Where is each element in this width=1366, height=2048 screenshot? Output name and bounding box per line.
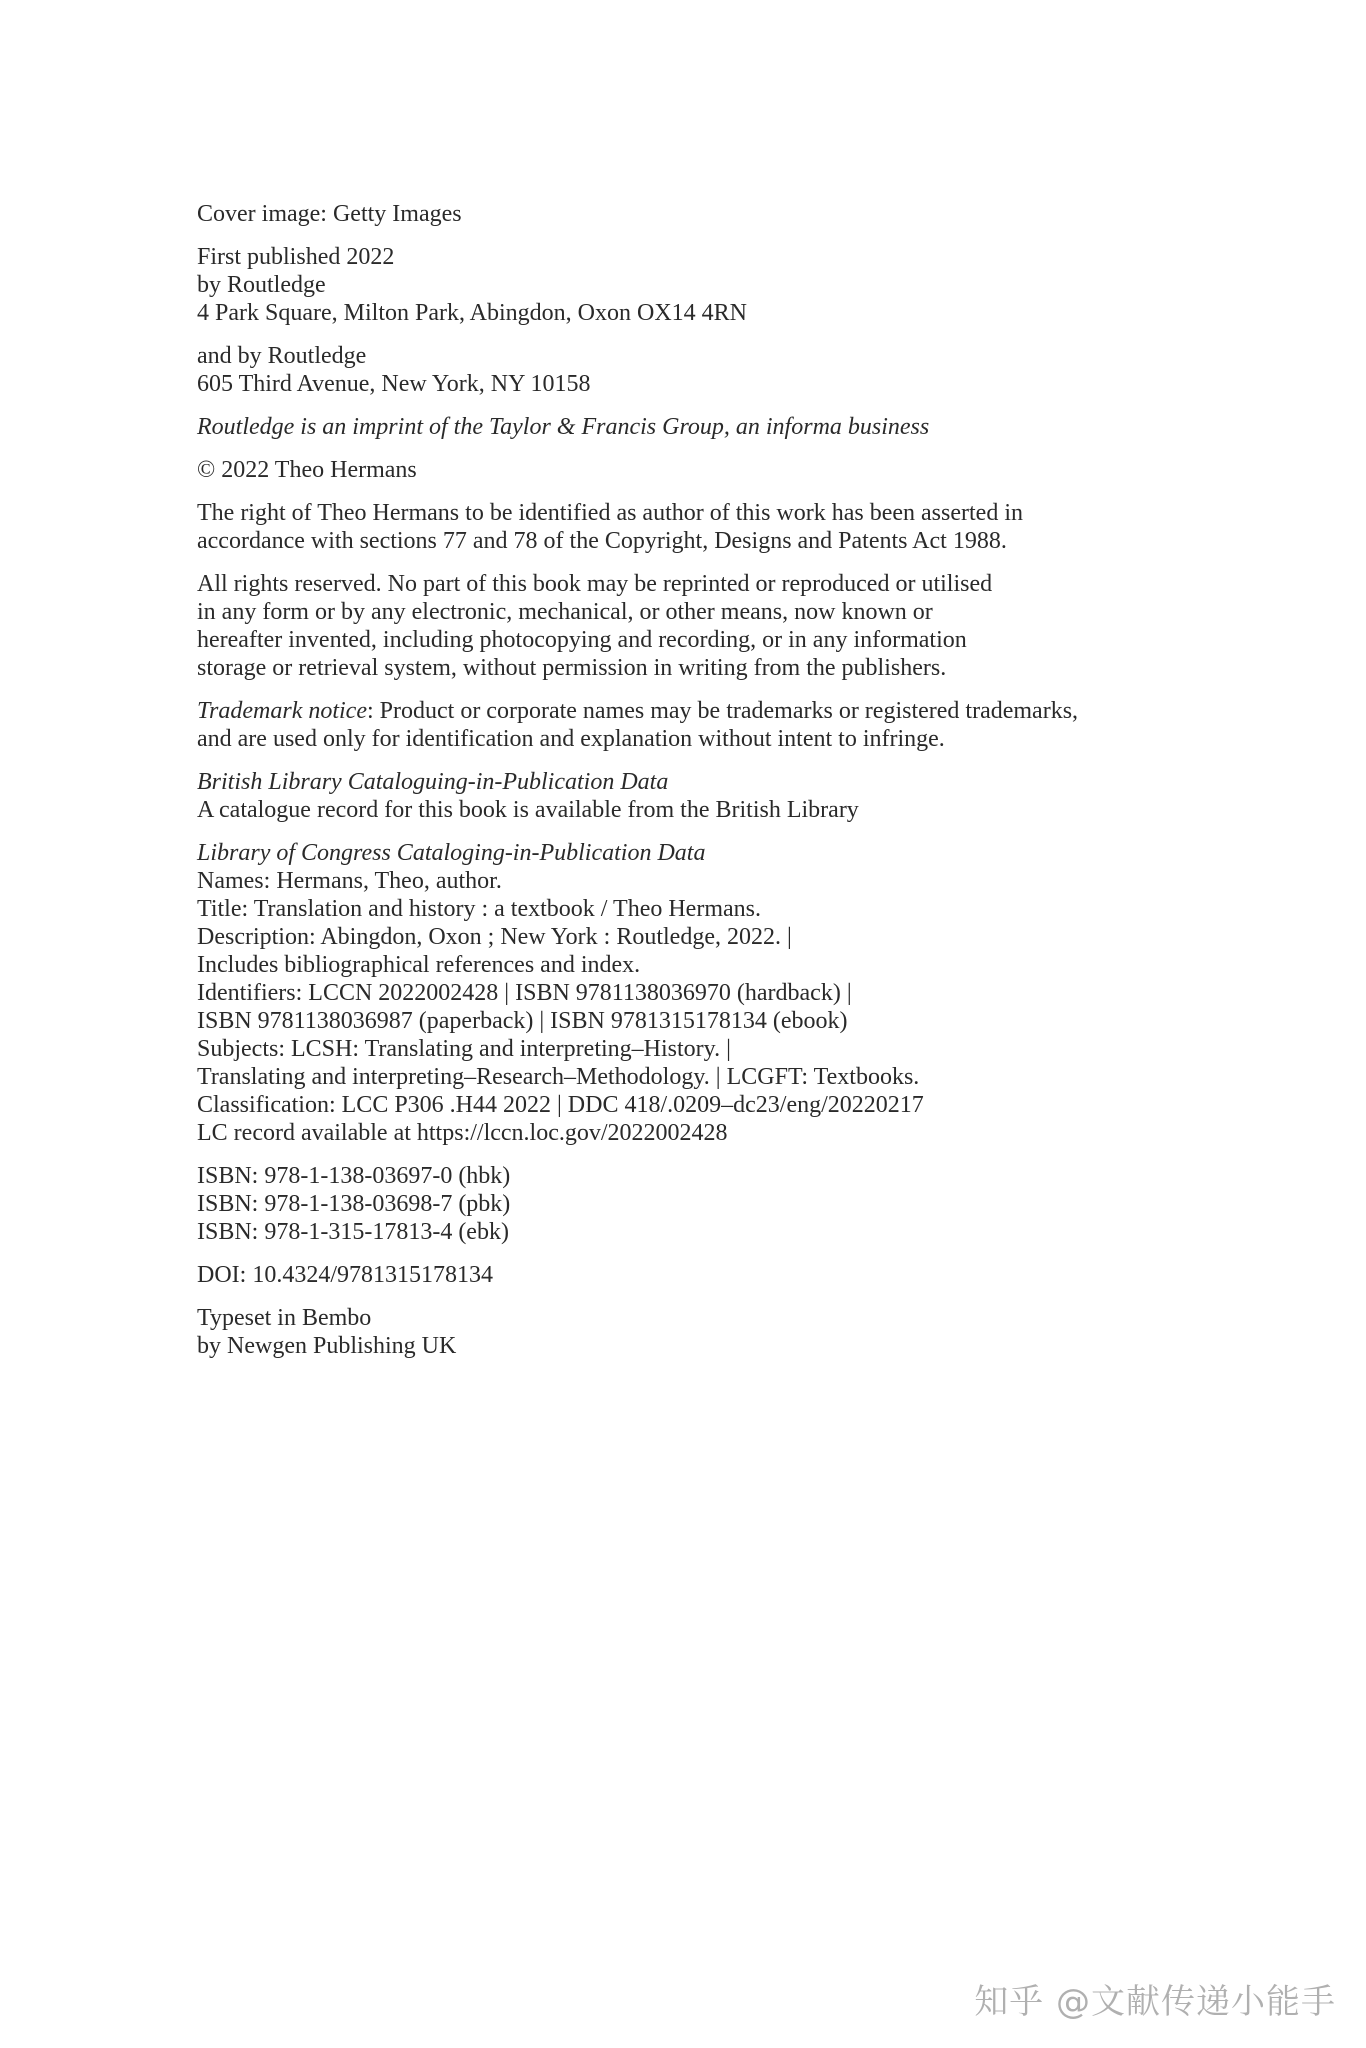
trademark-line-1 xyxy=(197,697,1197,725)
loc-names: Names: Hermans, Theo, author. xyxy=(197,868,502,894)
loc-identifiers: Identifiers: LCCN 2022002428 | ISBN 9781138036970 (hardback) | xyxy=(197,980,852,1006)
publication-info xyxy=(197,243,1197,327)
publisher-line: by Routledge xyxy=(197,272,326,298)
loc-cip-data xyxy=(197,839,1197,1147)
rights-reserved-notice xyxy=(197,570,1197,682)
cover-image-credit xyxy=(197,200,1197,228)
rights-line-1: All rights reserved. No part of this book may be reprinted or reproduced or utilised xyxy=(197,571,993,597)
typeset-info xyxy=(197,1304,1197,1360)
copyright-holder xyxy=(197,456,1197,484)
zhihu-watermark: 知乎 @文献传递小能手 xyxy=(974,1982,1336,2022)
isbn-list xyxy=(197,1162,1197,1246)
moral-right-notice xyxy=(197,499,1197,555)
british-library-record: A catalogue record for this book is available from the British Library xyxy=(197,797,859,823)
trademark-line-2: and are used only for identification and explanation without intent to infringe. xyxy=(197,726,945,752)
loc-description: Description: Abingdon, Oxon ; New York : Routledge, 2022. | xyxy=(197,924,792,950)
loc-subjects-cont: Translating and interpreting–Research–Methodology. | LCGFT: Textbooks. xyxy=(197,1064,920,1090)
loc-title: Title: Translation and history : a textbook / Theo Hermans. xyxy=(197,896,761,922)
imprint-line: Routledge is an imprint of the Taylor & Francis Group, an informa business xyxy=(197,414,930,440)
loc-subjects: Subjects: LCSH: Translating and interpreting–History. | xyxy=(197,1036,731,1062)
rights-line-3: hereafter invented, including photocopying and recording, or in any information xyxy=(197,627,967,653)
copyright-block xyxy=(197,200,1197,1375)
first-published-line: First published 2022 xyxy=(197,244,395,270)
loc-record: LC record available at https://lccn.loc.gov/2022002428 xyxy=(197,1120,728,1146)
loc-classification: Classification: LCC P306 .H44 2022 | DDC 418/.0209–dc23/eng/20220217 xyxy=(197,1092,924,1118)
trademark-text: : Product or corporate names may be trademarks or registered trademarks, xyxy=(366,698,1079,724)
copyright-line: © 2022 Theo Hermans xyxy=(197,457,417,483)
cover-image-line: Cover image: Getty Images xyxy=(197,201,462,227)
us-address-line: 605 Third Avenue, New York, NY 10158 xyxy=(197,371,591,397)
trademark-label: Trademark notice xyxy=(197,698,367,724)
uk-address-line: 4 Park Square, Milton Park, Abingdon, Oxon OX14 4RN xyxy=(197,300,747,326)
loc-heading: Library of Congress Cataloging-in-Publication Data xyxy=(197,840,706,866)
moral-right-line-1: The right of Theo Hermans to be identified as author of this work has been asserted in xyxy=(197,500,1023,526)
typeset-line-2: by Newgen Publishing UK xyxy=(197,1333,457,1359)
rights-line-4: storage or retrieval system, without permission in writing from the publishers. xyxy=(197,655,947,681)
isbn-pbk: ISBN: 978-1-138-03698-7 (pbk) xyxy=(197,1191,511,1217)
loc-description-cont: Includes bibliographical references and index. xyxy=(197,952,641,978)
us-office-info xyxy=(197,342,1197,398)
typeset-line-1: Typeset in Bembo xyxy=(197,1305,372,1331)
loc-identifiers-cont: ISBN 9781138036987 (paperback) | ISBN 9781315178134 (ebook) xyxy=(197,1008,848,1034)
british-library-data xyxy=(197,768,1197,824)
moral-right-line-2: accordance with sections 77 and 78 of the Copyright, Designs and Patents Act 1988. xyxy=(197,528,1007,554)
rights-line-2: in any form or by any electronic, mechanical, or other means, now known or xyxy=(197,599,933,625)
and-by-line: and by Routledge xyxy=(197,343,367,369)
doi-info xyxy=(197,1261,1197,1289)
imprint-note xyxy=(197,413,1197,441)
british-library-heading: British Library Cataloguing-in-Publication Data xyxy=(197,769,669,795)
trademark-notice xyxy=(197,697,1197,753)
isbn-hbk: ISBN: 978-1-138-03697-0 (hbk) xyxy=(197,1163,511,1189)
isbn-ebk: ISBN: 978-1-315-17813-4 (ebk) xyxy=(197,1219,509,1245)
doi-line: DOI: 10.4324/9781315178134 xyxy=(197,1262,493,1288)
